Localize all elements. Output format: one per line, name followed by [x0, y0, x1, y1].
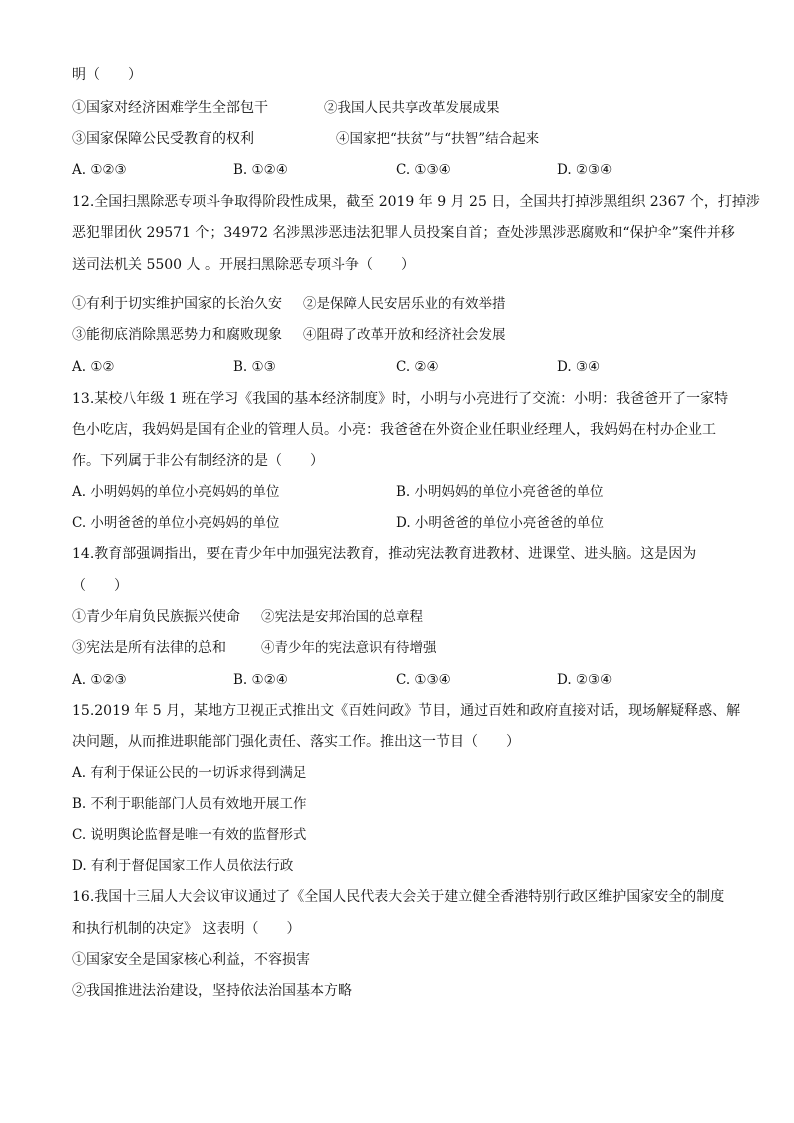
q14-option-b[interactable]: B. ①②④ — [233, 672, 288, 688]
q14-option-d[interactable]: D. ②③④ — [557, 672, 613, 688]
q15-stem-line-1: 15.2019 年 5 月，某地方卫视正式推出文《百姓问政》节目，通过百姓和政府直接对话，现场解疑释惑、解 — [72, 703, 741, 719]
q14-statement-1: ①青少年肩负民族振兴使命 — [72, 609, 240, 625]
q11-option-c[interactable]: C. ①③④ — [396, 162, 451, 178]
q13-stem-line-3: 作。下列属于非公有制经济的是（ ） — [72, 453, 324, 469]
q13-option-d[interactable]: D. 小明爸爸的单位小亮爸爸的单位 — [396, 515, 604, 531]
q12-stem-line-1: 12.全国扫黑除恶专项斗争取得阶段性成果，截至 2019 年 9 月 25 日，全国共打掉涉黑组织 2367 个，打掉涉 — [72, 194, 760, 210]
q11-statement-2: ②我国人民共享改革发展成果 — [324, 100, 500, 116]
q14-statement-4: ④青少年的宪法意识有待增强 — [261, 640, 437, 656]
q16-stem-line-2: 和执行机制的决定》 这表明（ ） — [72, 921, 301, 937]
q15-option-a[interactable]: A. 有利于保证公民的一切诉求得到满足 — [72, 765, 307, 781]
q12-stem-line-2: 恶犯罪团伙 29571 个；34972 名涉黑涉恶违法犯罪人员投案自首；查处涉黑涉恶腐败和“保护伞”案件并移 — [72, 225, 735, 241]
q13-option-a[interactable]: A. 小明妈妈的单位小亮妈妈的单位 — [72, 484, 280, 500]
q12-statement-2: ②是保障人民安居乐业的有效举措 — [303, 296, 506, 312]
q14-option-c[interactable]: C. ①③④ — [396, 672, 451, 688]
q11-option-b[interactable]: B. ①②④ — [233, 162, 288, 178]
q11-option-d[interactable]: D. ②③④ — [557, 162, 613, 178]
q13-stem-line-2: 色小吃店，我妈妈是国有企业的管理人员。小亮：我爸爸在外资企业任职业经理人，我妈妈在村办企业工 — [72, 422, 716, 438]
q16-stem-line-1: 16.我国十三届人大会议审议通过了《全国人民代表大会关于建立健全香港特别行政区维护国家安全的制度 — [72, 889, 725, 905]
q16-statement-1: ①国家安全是国家核心利益，不容损害 — [72, 952, 310, 968]
q14-stem-line-2: （ ） — [72, 578, 128, 594]
q11-stem-end: 明（ ） — [72, 67, 142, 83]
q12-option-b[interactable]: B. ①③ — [233, 359, 276, 375]
q11-statement-4: ④国家把“扶贫”与“扶智”结合起来 — [336, 131, 540, 147]
q12-option-d[interactable]: D. ③④ — [557, 359, 601, 375]
q15-stem-line-2: 决问题，从而推进职能部门强化责任、落实工作。推出这一节目（ ） — [72, 734, 520, 750]
q12-statement-4: ④阻碍了改革开放和经济社会发展 — [303, 327, 506, 343]
q14-stem-line-1: 14.教育部强调指出，要在青少年中加强宪法教育，推动宪法教育进教材、进课堂、进头脑。这是因为 — [72, 546, 697, 562]
q12-stem-line-3: 送司法机关 5500 人 。开展扫黑除恶专项斗争（ ） — [72, 257, 415, 273]
q15-option-b[interactable]: B. 不利于职能部门人员有效地开展工作 — [72, 796, 307, 812]
q14-option-a[interactable]: A. ①②③ — [72, 672, 127, 688]
q11-option-a[interactable]: A. ①②③ — [72, 162, 127, 178]
q12-statement-3: ③能彻底消除黑恶势力和腐败现象 — [72, 327, 282, 343]
q11-statement-1: ①国家对经济困难学生全部包干 — [72, 100, 268, 116]
q12-statement-1: ①有利于切实维护国家的长治久安 — [72, 296, 282, 312]
q16-statement-2: ②我国推进法治建设，坚持依法治国基本方略 — [72, 983, 352, 999]
q14-statement-3: ③宪法是所有法律的总和 — [72, 640, 226, 656]
q14-statement-2: ②宪法是安邦治国的总章程 — [261, 609, 423, 625]
q15-option-c[interactable]: C. 说明舆论监督是唯一有效的监督形式 — [72, 827, 307, 843]
q11-statement-3: ③国家保障公民受教育的权利 — [72, 131, 254, 147]
q13-option-b[interactable]: B. 小明妈妈的单位小亮爸爸的单位 — [396, 484, 604, 500]
q12-option-c[interactable]: C. ②④ — [396, 359, 439, 375]
q13-option-c[interactable]: C. 小明爸爸的单位小亮妈妈的单位 — [72, 515, 280, 531]
q13-stem-line-1: 13.某校八年级 1 班在学习《我国的基本经济制度》时，小明与小亮进行了交流：小明：我爸爸开了一家特 — [72, 391, 729, 407]
q15-option-d[interactable]: D. 有利于督促国家工作人员依法行政 — [72, 858, 294, 874]
q12-option-a[interactable]: A. ①② — [72, 359, 115, 375]
